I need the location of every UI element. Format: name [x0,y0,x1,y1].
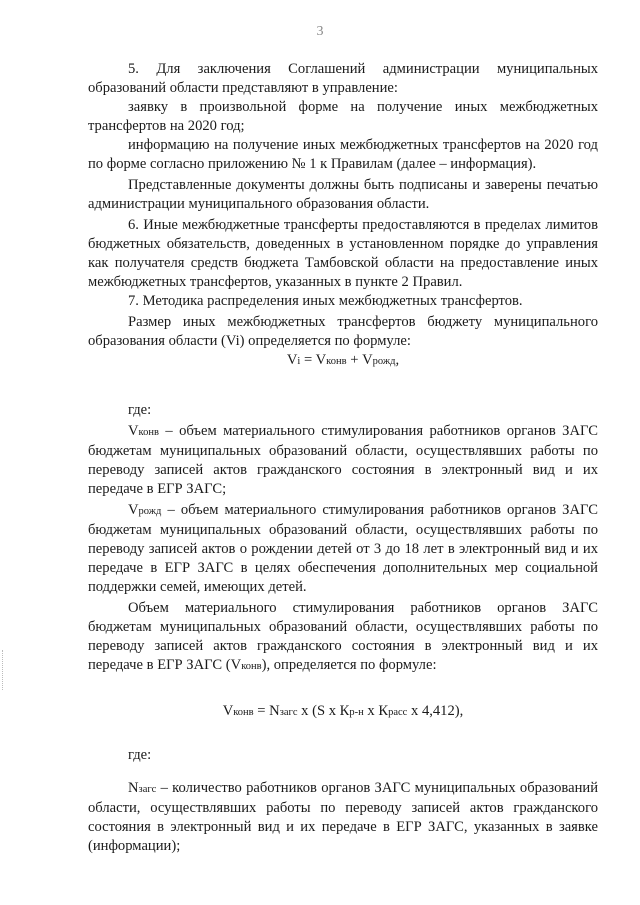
paragraph-volume-post: ), определяется по формуле: [261,657,437,673]
definition-vrozhd-sub: рожд [138,506,162,517]
formula-vkonv [88,702,598,722]
definition-vkonv-text: – объем материального стимулирования работников органов ЗАГС бюджетам муниципальных образований области, осуществлявших работы по переводу записей актов гражданского состояния в электронный вид и их передаче в ЕГР ЗАГС; [88,423,598,497]
formula-vi-sub-rozhd: рожд [372,356,396,367]
formula-vkonv-eq: = [253,703,270,719]
formula-vkonv-sub-zags: загс [279,707,298,718]
definition-nzags-text: – количество работников органов ЗАГС муниципальных образований области, осуществлявших работы по переводу записей актов гражданского состояния в электронный вид и их передаче в ЕГР ЗАГС, указанных в заявке (информации); [88,780,598,854]
paragraph-5-item-information: информацию на получение иных межбюджетных трансфертов на 2020 год по форме согласно приложению № 1 к Правилам (далее – информация). [88,137,598,172]
definition-nzags [88,779,598,856]
formula-vkonv-n: N [269,703,280,719]
formula-vi-v-konv: V [315,352,327,368]
paragraph-5-signature: Представленные документы должны быть подписаны и заверены печатью администрации муниципального образования области. [88,177,598,212]
paragraph-volume-sub: конв [241,661,262,672]
where-label-1: где: [128,402,152,418]
formula-vkonv-sub-rn: р-н [349,707,364,718]
formula-vkonv-x: x [363,703,379,719]
paragraph-5-item-application: заявку в произвольной форме на получение иных межбюджетных трансфертов на 2020 год; [88,99,598,134]
formula-vi-eq: = [300,352,316,368]
paragraph-volume [88,599,598,676]
formula-vkonv-k2: К [378,703,389,719]
paragraph-7: 7. Методика распределения иных межбюджетных трансфертов. [128,293,523,309]
formula-vkonv-k1: К [339,703,350,719]
definition-vrozhd-v: V [128,502,139,518]
paragraph-6: 6. Иные межбюджетные трансферты предоставляются в пределах лимитов бюджетных обязательств, доведенных в установленном порядке до управления как получателя средств бюджета Тамбовской области на предоставление иных межбюджетных трансфертов, указанных в пункте 2 Правил. [88,217,598,290]
paragraph-5: 5. Для заключения Соглашений администрации муниципальных образований области представляют в управление: [88,61,598,96]
formula-vi-end: , [395,352,400,368]
definition-vkonv-v: V [128,423,139,439]
where-label-2: где: [128,747,152,763]
definition-vrozhd [88,501,598,597]
formula-vkonv-v: V [222,703,234,719]
formula-vkonv-open: x (S x [297,703,340,719]
definition-vkonv [88,422,598,499]
definition-vrozhd-text: – объем материального стимулирования работников органов ЗАГС бюджетам муниципальных образований области, осуществлявших работы по переводу записей актов о рождении детей от 3 до 18 лет в электронный вид и их передаче в ЕГР ЗАГС в целях обеспечения дополнительных мер социальной поддержки семей, имеющих детей. [88,502,598,595]
formula-vkonv-mult: x 4,412), [407,703,464,719]
paragraph-7-size: Размер иных межбюджетных трансфертов бюджету муниципального образования области (Vi) определяется по формуле: [88,314,598,349]
formula-vkonv-sub-rass: расс [388,707,408,718]
formula-vi [88,351,598,371]
page-number: 3 [316,24,324,39]
definition-vkonv-sub: конв [138,427,159,438]
formula-vi-v-rozhd: V [362,352,373,368]
formula-vi-v: V [286,352,298,368]
formula-vi-sub-i: i [297,356,301,367]
formula-vkonv-sub: конв [233,707,254,718]
paragraph-volume-pre: Объем материального стимулирования работников органов ЗАГС бюджетам муниципальных образований области, осуществлявших работы по переводу записей актов гражданского состояния в электронный вид и их передаче в ЕГР ЗАГС (V [88,600,598,673]
document-body [88,60,598,856]
definition-nzags-n: N [128,780,139,796]
formula-vi-sub-konv: конв [326,356,347,367]
definition-nzags-sub: загс [138,784,157,795]
formula-vi-plus: + [346,352,363,368]
margin-marks [2,650,7,690]
